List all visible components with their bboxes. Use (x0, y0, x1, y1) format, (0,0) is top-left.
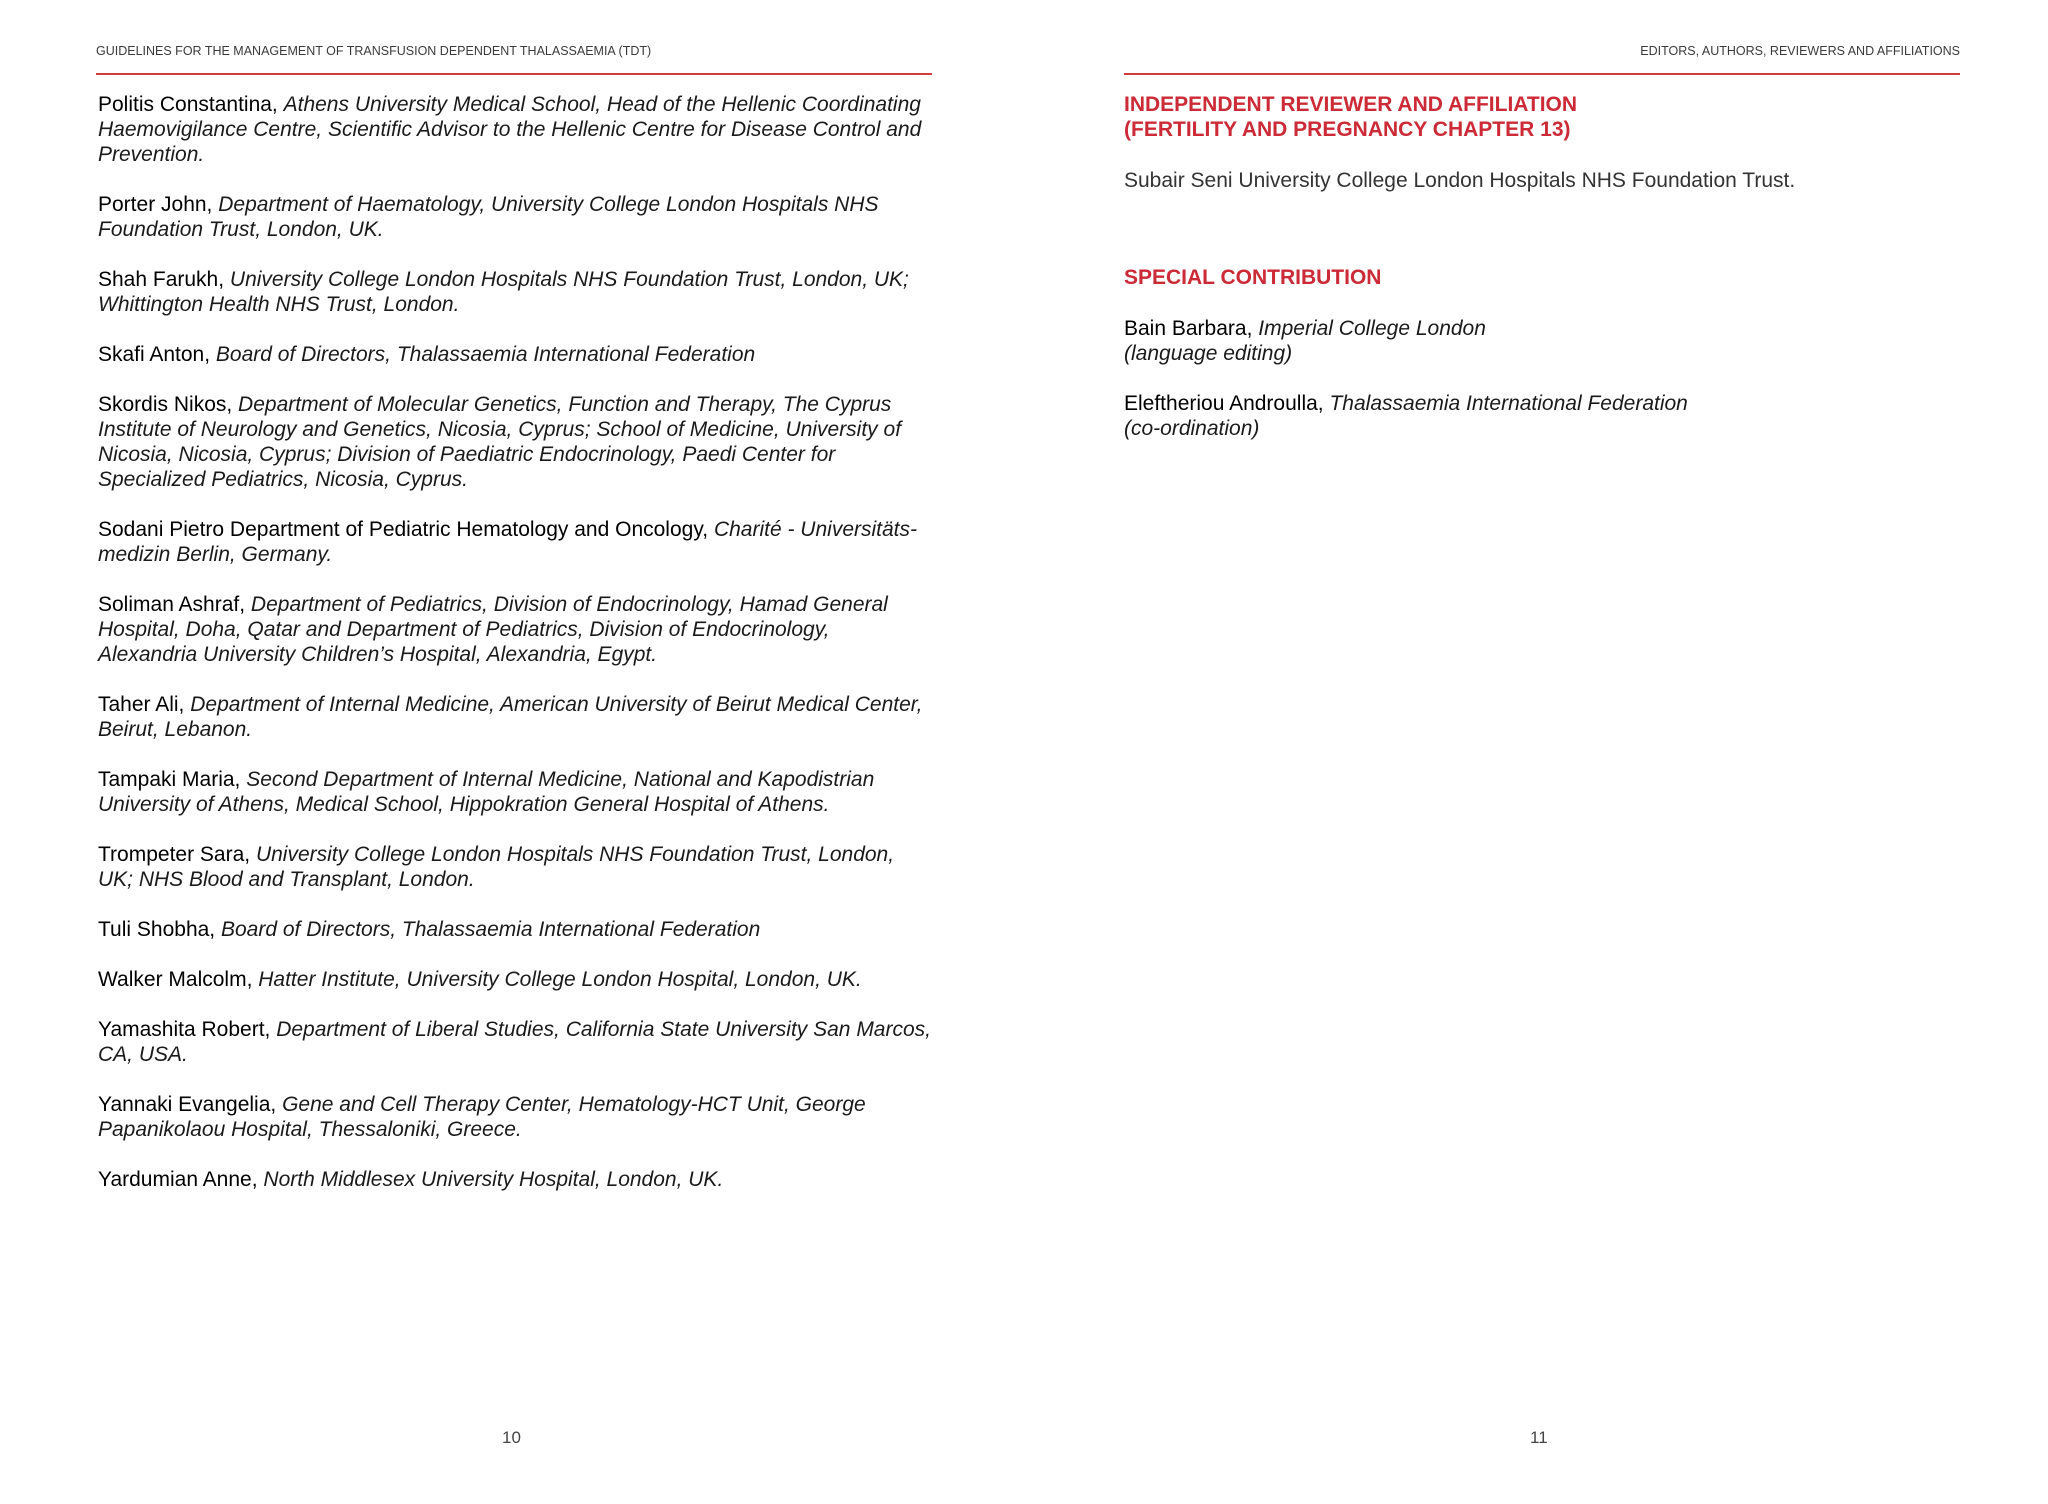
author-name: Taher Ali, (98, 693, 185, 716)
author-name: Shah Farukh, (98, 268, 225, 291)
author-name: Skafi Anton, (98, 343, 211, 366)
author-affiliation: Department of Haematology, University College London Hospitals NHS Foundation Trust, London, UK. (98, 193, 879, 241)
author-entry (98, 592, 932, 667)
author-affiliation: Board of Directors, Thalassaemia International Federation (220, 918, 761, 941)
author-entry (98, 267, 932, 317)
header-rule-left (96, 73, 932, 75)
author-name: Tampaki Maria, (98, 768, 241, 791)
author-entry (98, 692, 932, 742)
author-name: Politis Constantina, (98, 93, 278, 116)
author-entry (98, 517, 932, 567)
special-contribution-heading: SPECIAL CONTRIBUTION (1124, 266, 1382, 289)
contributor-entry (1124, 316, 1960, 366)
author-entry (98, 1092, 932, 1142)
page-number-left: 10 (502, 1428, 521, 1447)
contributor-role: (co-ordination) (1124, 417, 1260, 440)
author-name: Skordis Nikos, (98, 393, 233, 416)
header-rule-right (1124, 73, 1960, 75)
author-entry (98, 1017, 932, 1067)
author-entry (98, 1167, 932, 1192)
author-affiliation: Athens University Medical School, Head of the Hellenic Coordinating Haemovigilance Centre, Scientific Advisor to the Hellenic Centre for Disease Control and Prevention. (98, 93, 922, 166)
page-number-right: 11 (1530, 1428, 1548, 1447)
author-affiliation: Gene and Cell Therapy Center, Hematology-HCT Unit, George Papanikolaou Hospital, Thessaloniki, Greece. (98, 1093, 866, 1141)
author-affiliation: Charité - Universitäts-medizin Berlin, Germany. (98, 518, 918, 566)
contributor-name: Bain Barbara, (1124, 317, 1253, 340)
right-page (1124, 0, 1960, 1504)
author-entry (98, 342, 932, 367)
author-entry (98, 192, 932, 242)
contributor-entry (1124, 391, 1960, 441)
author-affiliation: North Middlesex University Hospital, London, UK. (263, 1168, 724, 1191)
author-name: Sodani Pietro Department of Pediatric Hematology and Oncology, (98, 518, 709, 541)
author-name: Trompeter Sara, (98, 843, 251, 866)
contributor-list (1124, 316, 1960, 441)
contributor-role: (language editing) (1124, 342, 1293, 365)
author-entry (98, 767, 932, 817)
reviewer-text: Subair Seni University College London Hospitals NHS Foundation Trust. (1124, 169, 1796, 192)
reviewer-heading (1124, 92, 1960, 142)
author-entry (98, 917, 932, 942)
author-entry (98, 92, 932, 167)
left-page (96, 0, 932, 1504)
author-list (98, 92, 932, 1217)
author-affiliation: Second Department of Internal Medicine, National and Kapodistrian University of Athens, Medical School, Hippokration General Hospital of Athens. (98, 768, 875, 816)
author-entry (98, 967, 932, 992)
author-name: Yamashita Robert, (98, 1018, 271, 1041)
contributor-affiliation: Thalassaemia International Federation (1329, 392, 1688, 415)
right-page-content (1124, 92, 1960, 466)
author-entry (98, 392, 932, 492)
author-affiliation: Department of Pediatrics, Division of Endocrinology, Hamad General Hospital, Doha, Qatar and Department of Pediatrics, Division of Endocrinology, Alexandria University Children’s Hospital, Alexandria, Egypt. (98, 593, 888, 666)
author-name: Walker Malcolm, (98, 968, 253, 991)
author-name: Porter John, (98, 193, 213, 216)
author-name: Soliman Ashraf, (98, 593, 246, 616)
author-affiliation: Department of Internal Medicine, American University of Beirut Medical Center, Beirut, Lebanon. (98, 693, 923, 741)
reviewer-heading-line2: (FERTILITY AND PREGNANCY CHAPTER 13) (1124, 118, 1571, 141)
author-affiliation: University College London Hospitals NHS Foundation Trust, London, UK; NHS Blood and Transplant, London. (98, 843, 895, 891)
author-name: Yardumian Anne, (98, 1168, 258, 1191)
author-entry (98, 842, 932, 892)
author-affiliation: Hatter Institute, University College London Hospital, London, UK. (258, 968, 862, 991)
author-affiliation: University College London Hospitals NHS Foundation Trust, London, UK; Whittington Health NHS Trust, London. (98, 268, 909, 316)
reviewer-heading-line1: INDEPENDENT REVIEWER AND AFFILIATION (1124, 93, 1578, 116)
author-name: Yannaki Evangelia, (98, 1093, 277, 1116)
contributor-name: Eleftheriou Androulla, (1124, 392, 1324, 415)
contributor-affiliation: Imperial College London (1258, 317, 1486, 340)
author-affiliation: Department of Liberal Studies, California State University San Marcos, CA, USA. (98, 1018, 931, 1066)
running-header-left: GUIDELINES FOR THE MANAGEMENT OF TRANSFUSION DEPENDENT THALASSAEMIA (TDT) (96, 44, 652, 58)
author-affiliation: Department of Molecular Genetics, Function and Therapy, The Cyprus Institute of Neurology and Genetics, Nicosia, Cyprus; School of Medicine, University of Nicosia, Nicosia, Cyprus; Division of Paediatric Endocrinology, Paedi Center for Specialized Pediatrics, Nicosia, Cyprus. (98, 393, 902, 491)
running-header-right: EDITORS, AUTHORS, REVIEWERS AND AFFILIATIONS (1640, 44, 1960, 58)
author-name: Tuli Shobha, (98, 918, 216, 941)
author-affiliation: Board of Directors, Thalassaemia International Federation (215, 343, 756, 366)
